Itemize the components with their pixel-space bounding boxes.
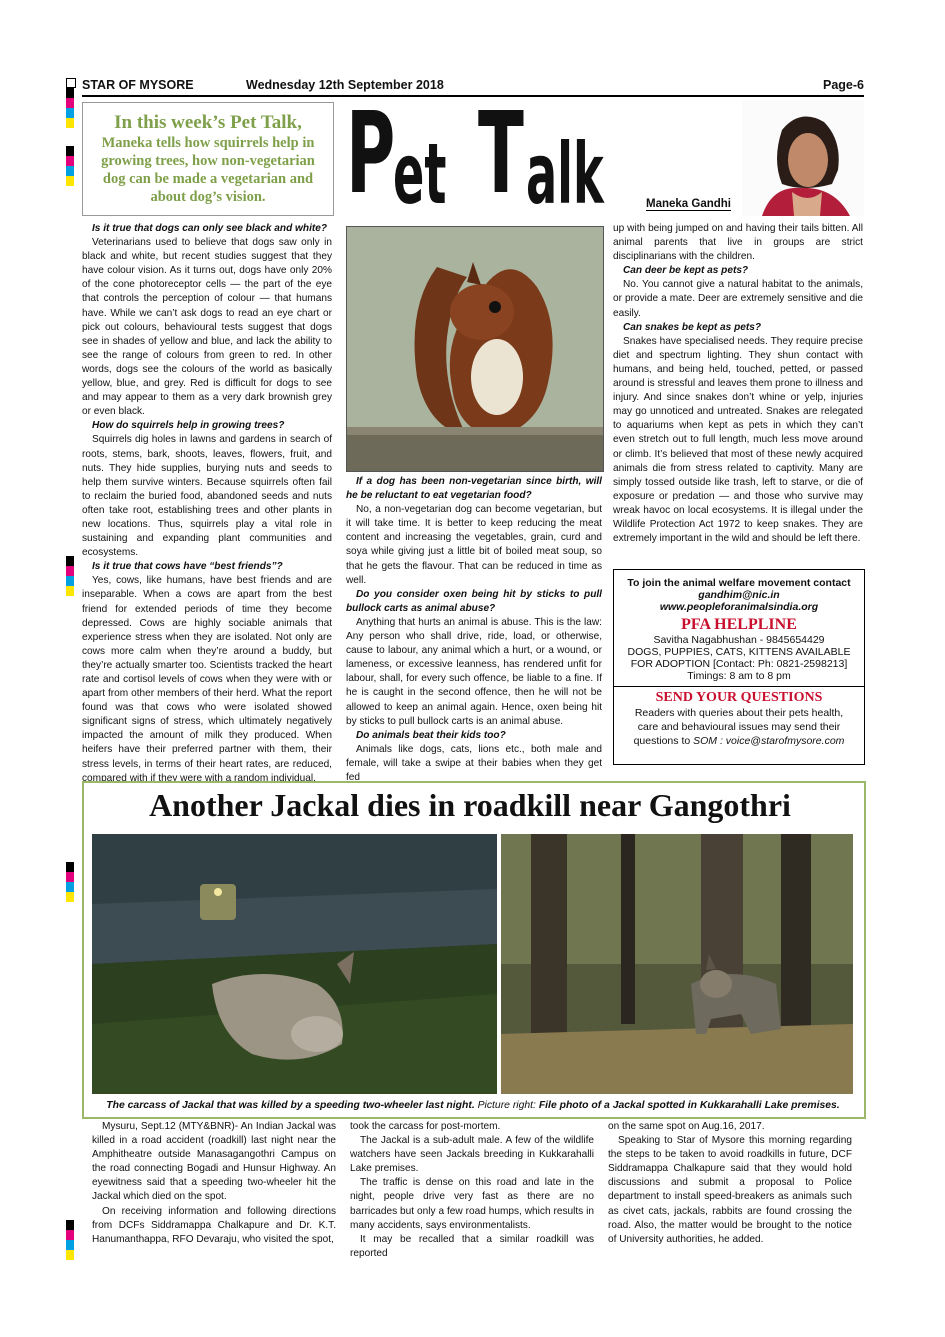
answer-deer: No. You cannot give a natural habitat to the animals, or provide a mate. Deer are extremely sensitive and die easily.: [613, 279, 863, 319]
question-oxen: Do you consider oxen being hit by sticks to pull bullock carts as animal abuse?: [346, 588, 602, 614]
registration-marks-top: [66, 78, 74, 128]
helpline-box: [613, 569, 865, 765]
masthead-letter-t: T: [478, 89, 524, 219]
answer-veg-dog: No, a non-vegetarian dog can become vegetarian, but it will take time. It is better to keep reducing the meat content and increasing the vegetables, grain, curd and soya while giving just a little bit of boiled meat soup, so that he gets the flavour. That can be reduced in time as well.: [346, 504, 602, 586]
answer-squirrels: Squirrels dig holes in lawns and gardens in search of roots, stems, bark, shoots, leaves, flowers, fruit, and nuts. They hide supplies, burying nuts and seeds to help them survive winters. Because squirrels often fail to reclaim the buried food, abandoned seeds and nuts often take root, establishing trees and other plants in new locations. Thus, squirrels play a vital role in sustaining and expanding plant communities and ecosystems.: [82, 434, 332, 559]
news-para-3: took the carcass for post-mortem.: [350, 1121, 501, 1132]
send-questions-title: SEND YOUR QUESTIONS: [655, 690, 823, 705]
send-questions-address[interactable]: SOM : voice@starofmysore.com: [693, 735, 845, 747]
question-deer: Can deer be kept as pets?: [623, 265, 749, 277]
answer-oxen: Anything that hurts an animal is abuse. This is the law: Any person who shall drive, ride, load, or otherwise, cause to labour, any animal which a hurt, or a wound, or lameness, or excessive leanness, has rendered unfit for labour, shall, for every such offence, be liable to a fine. If he is caught in the second offence, then he will not be allowed to keep an animal again. Hence, oxen being hit by sticks to pull bullock carts is an animal abuse.: [346, 616, 602, 727]
contact-email[interactable]: gandhim@nic.in: [698, 589, 780, 601]
news-headline: Another Jackal dies in roadkill near Gangothri: [149, 787, 791, 823]
news-column-2: [350, 1120, 594, 1261]
teaser-box: [82, 102, 334, 216]
answer-snakes: Snakes have specialised needs. They require precise diet and spectrum lighting. They shun contact with humans, and being held, touched, petted, or passed around is stressful and leaves them prone to illness and injury. And since snakes don’t whine or yelp, injuries may go unnoticed and untreated. Snakes are relegated to aquariums when kept as pets in which they can’t even stretch out to full length, much less move around or climb. It’s believed that most of these newly acquired animals die from stress related to captivity. Many are simply tossed outside like trash, left to starve, or die of exposure or predation — and those who survive may wreak havoc on local ecosystems. It is illegal under the Wildlife Protection Act 1972 to keep snakes. They are extremely important in the wild and should be left there.: [613, 335, 863, 545]
join-text: To join the animal welfare movement contact: [627, 577, 851, 589]
question-squirrels: How do squirrels help in growing trees?: [92, 420, 285, 432]
helpline-timings: Timings: 8 am to 8 pm: [687, 670, 791, 682]
caption-left: The carcass of Jackal that was killed by a speeding two-wheeler last night.: [106, 1100, 475, 1111]
paper-name: STAR OF MYSORE: [82, 78, 194, 92]
caption-right: File photo of a Jackal spotted in Kukkarahalli Lake premises.: [538, 1100, 840, 1111]
news-column-1: [92, 1120, 336, 1247]
author-byline: Maneka Gandhi: [646, 198, 731, 210]
masthead-letter-p: P: [346, 89, 396, 219]
question-veg-dog: If a dog has been non-vegetarian since birth, will he be reluctant to eat vegetarian food?: [346, 476, 602, 502]
column-2: [346, 475, 602, 785]
teaser-text: Maneka tells how squirrels help in growing trees, how non-vegetarian dog can be made a vegetarian and about dog’s vision.: [101, 135, 315, 205]
helpline-contact: Savitha Nagabhushan - 9845654429: [653, 634, 825, 646]
pfa-helpline-title: PFA HELPLINE: [681, 616, 797, 633]
answer-dog-vision: Veterinarians used to believe that dogs saw only in black and white, but recent studies suggest that they have colour vision. As it turns out, dogs have only 20% of the cone photoreceptor cells — the part of the eye that controls the perception of colour — that humans have. While we can’t ask dogs to read an eye chart or pick out colours, behavioural tests suggest that dogs see in shades of yellow and blue, and lack the ability to see the range of colours from green to red. In other words, dogs see the colours of the world as basically yellow, blue, and grey. Red is difficult for dogs to see and may appear to them as a very dark brownish grey or even black.: [82, 237, 332, 418]
answer-animals-kids-cont: up with being jumped on and having their tails bitten. All animal parents that live in groups are strict disciplinarians with the children.: [613, 223, 863, 263]
question-snakes: Can snakes be kept as pets?: [623, 321, 762, 333]
news-para-7: on the same spot on Aug.16, 2017.: [608, 1121, 765, 1132]
question-cows: Is it true that cows have “best friends”?: [92, 561, 283, 573]
news-para-5: The traffic is dense on this road and late in the night, people drive very fast as there are no barricades but only a few road humps, which results in many accidents, says environmentalists.: [350, 1177, 594, 1231]
column-1: [82, 222, 332, 786]
news-column-3: [608, 1120, 852, 1247]
news-para-2: On receiving information and following directions from DCFs Siddramappa Chalkapure and Dr. K.T. Hanumanthappa, RFO Devaraju, who visited the spot,: [92, 1205, 336, 1245]
answer-cows: Yes, cows, like humans, have best friends and are inseparable. When a cows are apart from the best friend for extended periods of time they become depressed. Cows are highly sociable animals that experience stress when they are isolated. Not only are cows more calm when they’re around a buddy, but they’re actually smarter too. Scientists tracked the heart rate and cortisol levels of cows when they were with or apart from other members of their herd. What the report found was that cows who were isolated showed significant signs of stress, which ultimately negatively impacted the amount of milk they produced. When heifers have their preferred partner with them, their stress levels, in terms of their heart rates, are reduced, compared with if they were with a random individual.: [82, 575, 332, 784]
news-para-8: Speaking to Star of Mysore this morning regarding the steps to be taken to avoid roadkills in future, DCF Siddramappa Chalkapure said that they would hold discussions and submit a proposal to Police department to install speed-breakers as animals such as civet cats, jackals, rabbits are found crossing the road. Also, the matter would be brought to the notice of University authorities, he added.: [608, 1135, 852, 1245]
registration-marks-2: [66, 146, 74, 186]
answer-animals-kids: Animals like dogs, cats, lions etc., both male and female, will take a swipe at their babies when they get fed: [346, 743, 602, 783]
contact-website[interactable]: www.peopleforanimalsindia.org: [659, 601, 819, 613]
pet-talk-masthead: [338, 89, 638, 223]
registration-marks-4: [66, 862, 74, 902]
issue-date: Wednesday 12th September 2018: [246, 78, 444, 92]
caption-mid: Picture right:: [477, 1100, 536, 1111]
question-animals-kids: Do animals beat their kids too?: [356, 729, 506, 741]
send-questions-text: Readers with queries about their pets health, care and behavioural issues may send their questions to: [633, 707, 844, 747]
roadkill-photo: [92, 834, 497, 1094]
masthead-et: et: [393, 125, 447, 223]
masthead-alk: alk: [526, 125, 604, 223]
question-dog-vision: Is it true that dogs can only see black and white?: [92, 223, 328, 234]
column-3: [613, 222, 863, 546]
news-para-6: It may be recalled that a similar roadkill was reported: [350, 1233, 594, 1259]
page-header: [82, 77, 864, 97]
adoption-notice: DOGS, PUPPIES, CATS, KITTENS AVAILABLE FOR ADOPTION [Contact: Ph: 0821-2598213]: [627, 646, 851, 670]
teaser-title: In this week’s Pet Talk,: [114, 112, 302, 133]
page-number: Page-6: [823, 78, 864, 92]
news-photo-caption: [82, 1100, 864, 1111]
registration-marks-5: [66, 1220, 74, 1260]
jackal-photo: [501, 834, 853, 1094]
registration-marks-3: [66, 556, 74, 596]
squirrel-photo: [346, 226, 604, 472]
news-para-1: Mysuru, Sept.12 (MTY&BNR)- An Indian Jackal was killed in a road accident (roadkill) last night near the Amphitheatre outside Manasagangothri Campus on the road connecting Bogadi and Hunsur Highway. An eyewitness said that a speeding two-wheeler hit the Jackal which died on the spot.: [92, 1121, 336, 1203]
news-para-4: The Jackal is a sub-adult male. A few of the wildlife watchers have seen Jackals breeding in Kukkarahalli Lake premises.: [350, 1135, 594, 1175]
author-photo: [742, 100, 864, 216]
